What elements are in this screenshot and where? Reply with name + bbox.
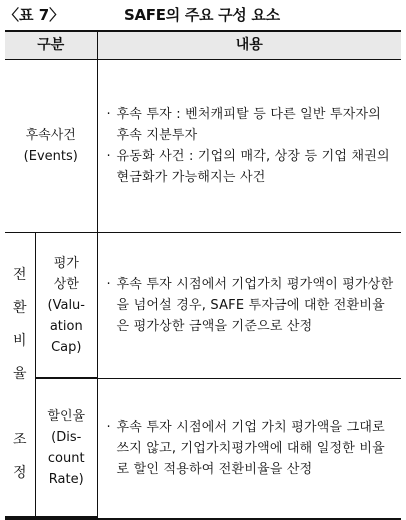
events-label-line: (Events) (23, 149, 78, 164)
label-line: 할인율 (47, 408, 86, 424)
label-line: ation (49, 318, 83, 334)
bullet-text: 유동화 사건 : 기업의 매각, 상장 등 기업 채권의 현금화가 가능해지는 사건 (116, 149, 390, 185)
bullet-mark: · (106, 107, 111, 122)
header-content: 내용 (97, 31, 401, 60)
table-row-events (5, 60, 401, 233)
group-label-char: 비 (12, 333, 27, 349)
group-label-char: 환 (12, 300, 27, 316)
label-line: 상한 (53, 276, 79, 292)
bullet-mark: · (106, 419, 111, 435)
bullet-text: 후속 투자 : 벤처캐피탈 등 다른 일반 투자자의 후속 지분투자 (116, 107, 382, 143)
valuation-cap-label (35, 233, 97, 378)
discount-rate-content (98, 379, 402, 518)
group-label-char: 율 (12, 366, 27, 382)
conversion-cell (5, 233, 97, 520)
label-line: count (47, 450, 85, 466)
conversion-content (97, 233, 401, 520)
group-label-char: 정 (12, 465, 27, 481)
events-content (97, 60, 401, 233)
events-label (5, 60, 97, 233)
label-line: (Dis- (51, 429, 82, 445)
label-line: Cap) (51, 339, 82, 355)
table-title: SAFE의 주요 구성 요소 (124, 6, 280, 24)
label-line: 평가 (53, 255, 79, 271)
list-item (107, 104, 396, 146)
components-table (5, 30, 401, 520)
events-label-line: 후속사건 (25, 128, 76, 143)
bullet-text: 후속 투자 시점에서 기업 가치 평가액을 그대로 쓰지 않고, 기업가치평가액에 대해 일정한 비율로 할인 적용하여 전환비율을 산정 (116, 419, 385, 477)
conversion-subtable (5, 233, 97, 518)
table-row-conversion (5, 233, 401, 520)
valuation-cap-content (98, 234, 402, 379)
list-item (98, 268, 402, 343)
list-item (107, 146, 396, 188)
table-number: 〈표 7〉 (4, 6, 65, 24)
group-label-char: 조 (12, 432, 27, 448)
discount-rate-label (35, 378, 97, 517)
group-label-char: 전 (12, 267, 27, 283)
label-line: Rate) (48, 471, 84, 487)
bullet-text: 후속 투자 시점에서 기업가치 평가액이 평가상한을 넘어설 경우, SAFE 투자금에 대한 전환비율은 평가상한 금액을 기준으로 산정 (116, 277, 394, 334)
list-item (98, 411, 402, 486)
bullet-mark: · (106, 149, 111, 164)
conversion-group-label (5, 233, 35, 517)
table-caption (0, 0, 406, 30)
label-line: (Valu- (47, 297, 85, 313)
group-label-gap (5, 391, 35, 424)
header-category: 구분 (5, 31, 97, 60)
bullet-mark: · (106, 277, 111, 292)
